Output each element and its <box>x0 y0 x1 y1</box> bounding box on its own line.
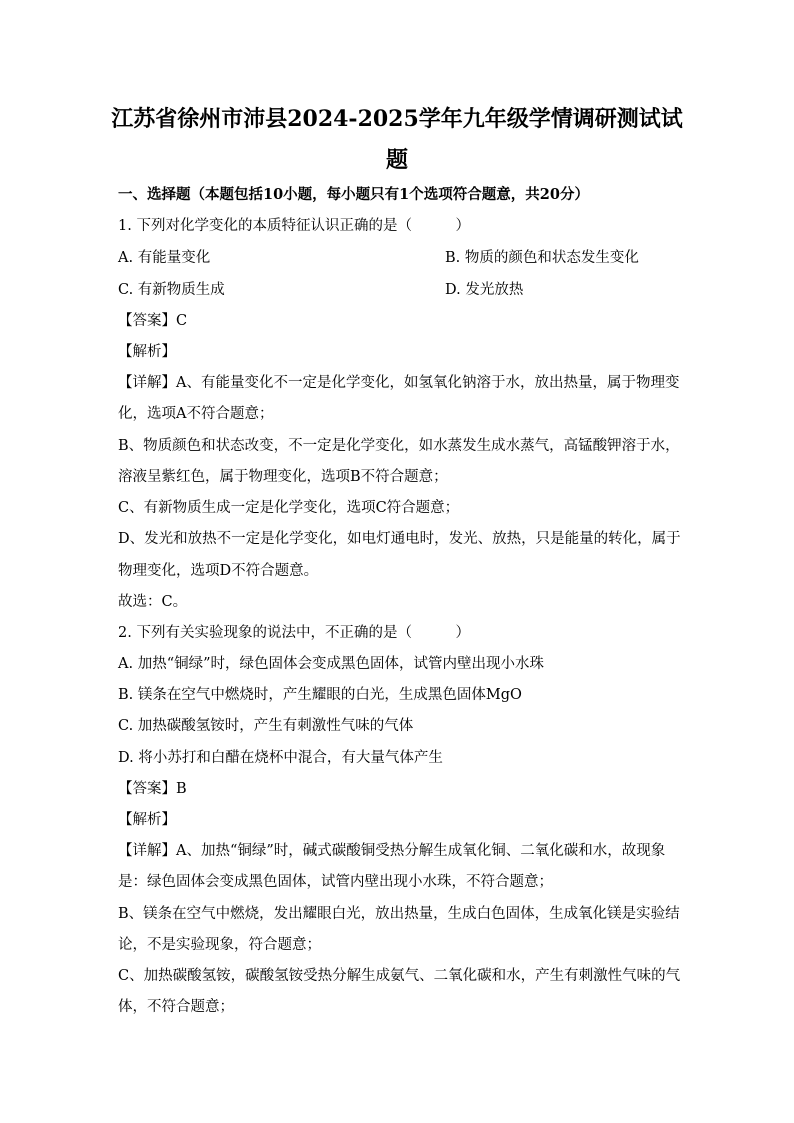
question-2-stem: 2. 下列有关实验现象的说法中，不正确的是（ ） <box>118 625 470 641</box>
question-2-detail-line: 是：绿色固体会变成黑色固体，试管内壁出现小水珠，不符合题意； <box>118 874 553 890</box>
question-1-detail-line: 化，选项A不符合题意； <box>118 406 274 422</box>
question-1-option-a: A. 有能量变化 <box>118 250 211 266</box>
document-title-line-2: 题 <box>385 147 408 173</box>
question-1-detail-line: D、发光和放热不一定是化学变化，如电灯通电时，发光、放热，只是能量的转化，属于 <box>118 531 681 547</box>
question-2-option-c: C. 加热碳酸氢铵时，产生有刺激性气味的气体 <box>118 718 414 734</box>
question-1-detail-line: 溶液呈紫红色，属于物理变化，选项B不符合题意； <box>118 469 448 485</box>
question-2-detail-line: 体，不符合题意； <box>118 999 234 1015</box>
question-1-option-b: B. 物质的颜色和状态发生变化 <box>445 250 639 266</box>
document-title-line-1: 江苏省徐州市沛县2024-2025学年九年级学情调研测试试 <box>111 106 683 132</box>
question-1-analysis-label: 【解析】 <box>118 344 176 360</box>
question-1-detail-line: 【详解】A、有能量变化不一定是化学变化，如氢氧化钠溶于水，放出热量，属于物理变 <box>118 375 680 391</box>
question-2-analysis-label: 【解析】 <box>118 812 176 828</box>
question-2-detail-line: 论，不是实验现象，符合题意； <box>118 937 321 953</box>
question-1-detail-line: C、有新物质生成一定是化学变化，选项C符合题意； <box>118 500 460 516</box>
question-2-option-a: A. 加热“铜绿”时，绿色固体会变成黑色固体，试管内壁出现小水珠 <box>118 656 545 672</box>
question-1-option-d: D. 发光放热 <box>445 282 524 298</box>
question-1-conclusion: 故选：C。 <box>118 594 188 610</box>
question-2-detail-line: B、镁条在空气中燃烧，发出耀眼白光，放出热量，生成白色固体，生成氧化镁是实验结 <box>118 906 680 922</box>
question-2-answer: 【答案】B <box>118 781 187 797</box>
question-1-option-c: C. 有新物质生成 <box>118 282 225 298</box>
question-2-option-b: B. 镁条在空气中燃烧时，产生耀眼的白光，生成黑色固体MgO <box>118 687 522 703</box>
question-1-answer: 【答案】C <box>118 313 188 329</box>
question-2-detail-line: 【详解】A、加热“铜绿”时，碱式碳酸铜受热分解生成氧化铜、二氧化碳和水，故现象 <box>118 843 666 859</box>
question-1-stem: 1. 下列对化学变化的本质特征认识正确的是（ ） <box>118 218 470 234</box>
question-2-option-d: D. 将小苏打和白醋在烧杯中混合，有大量气体产生 <box>118 750 443 766</box>
question-2-detail-line: C、加热碳酸氢铵，碳酸氢铵受热分解生成氨气、二氧化碳和水，产生有刺激性气味的气 <box>118 968 681 984</box>
section-heading: 一、选择题（本题包括10小题，每小题只有1个选项符合题意，共20分） <box>118 186 589 203</box>
question-1-detail-line: B、物质颜色和状态改变，不一定是化学变化，如水蒸发生成水蒸气，高锰酸钾溶于水， <box>118 438 680 454</box>
question-1-detail-line: 物理变化，选项D不符合题意。 <box>118 563 319 579</box>
